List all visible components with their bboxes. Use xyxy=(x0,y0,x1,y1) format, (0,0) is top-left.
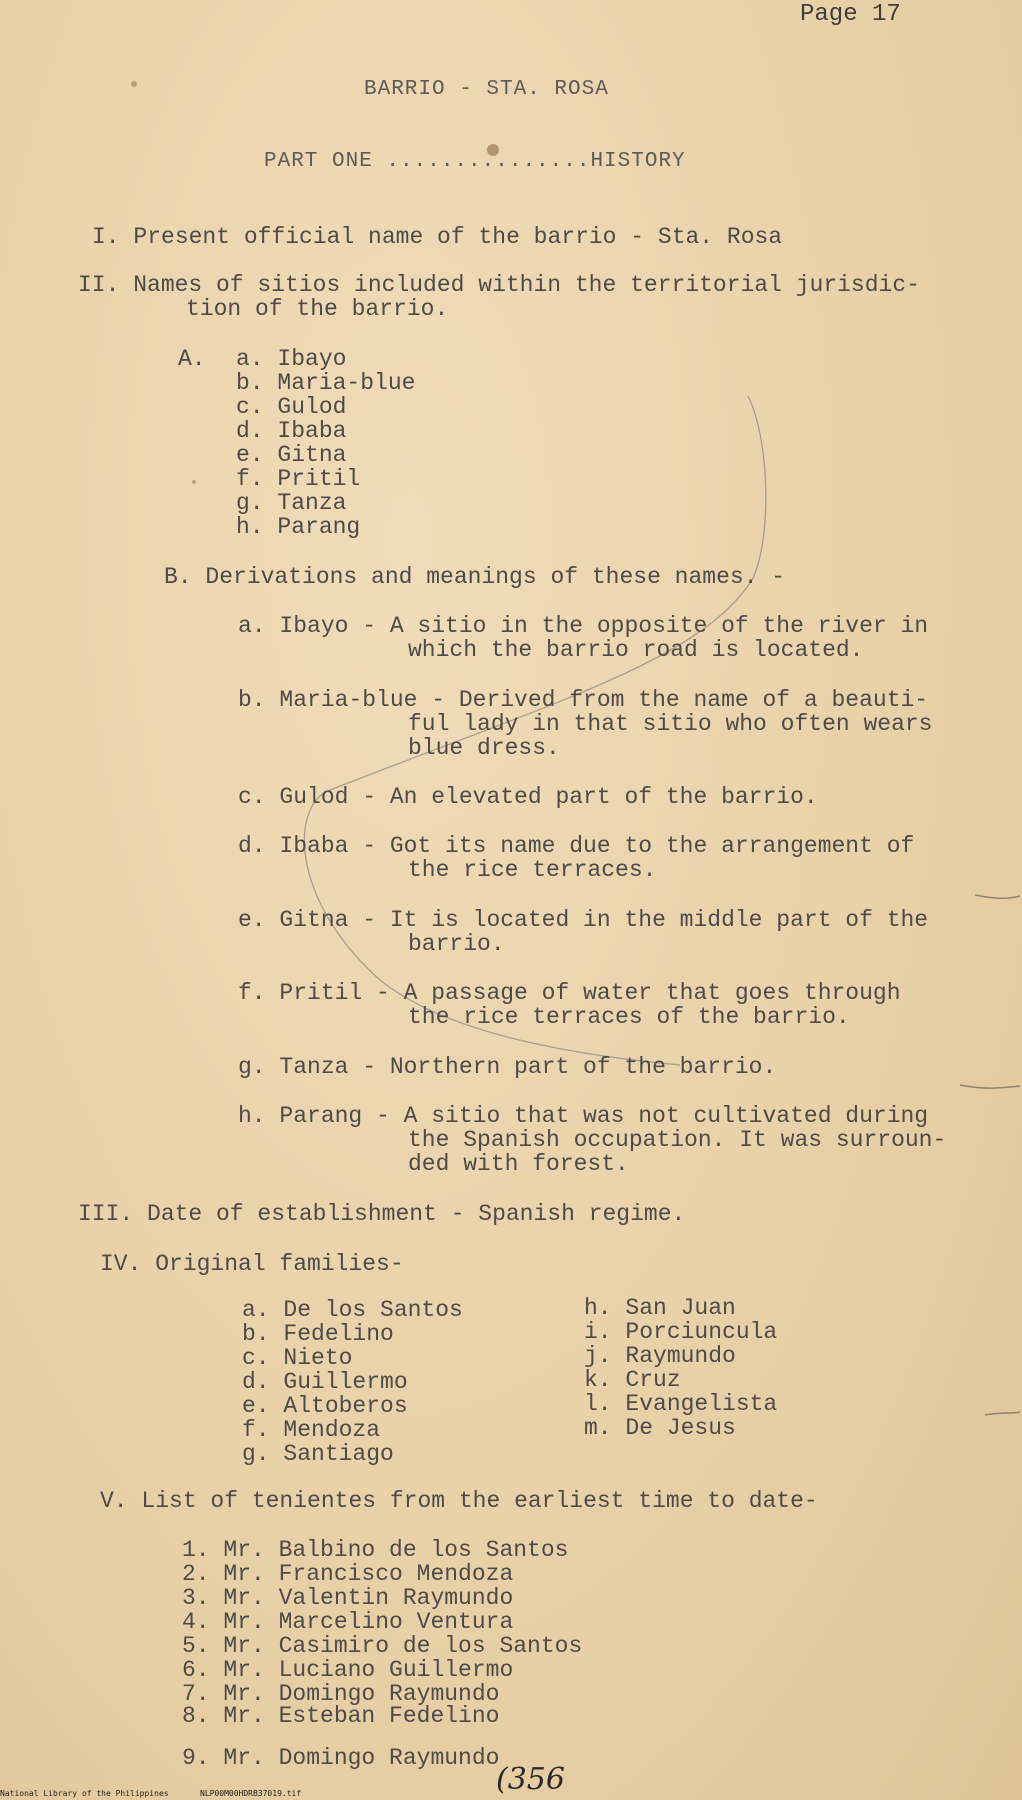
sitio-item: c. Gulod xyxy=(236,394,347,420)
family-item: b. Fedelino xyxy=(242,1321,394,1347)
teniente-item: 2. Mr. Francisco Mendoza xyxy=(182,1561,514,1587)
derivation-pritil-cont: the rice terraces of the barrio. xyxy=(408,1004,850,1030)
sitio-item: f. Pritil xyxy=(236,466,361,492)
derivation-maria-blue-cont: blue dress. xyxy=(408,735,560,761)
footer-filename: NLP00M00HDRB37019.tif xyxy=(200,1789,302,1798)
teniente-item: 8. Mr. Esteban Fedelino xyxy=(182,1703,500,1729)
derivation-parang: h. Parang - A sitio that was not cultivated during xyxy=(238,1103,929,1129)
derivation-pritil: f. Pritil - A passage of water that goes through xyxy=(238,980,901,1006)
derivation-ibaba-cont: the rice terraces. xyxy=(408,857,657,883)
derivation-tanza: g. Tanza - Northern part of the barrio. xyxy=(238,1054,777,1080)
teniente-item: 7. Mr. Domingo Raymundo xyxy=(182,1681,500,1707)
family-item: h. San Juan xyxy=(584,1295,736,1321)
family-item: f. Mendoza xyxy=(242,1417,381,1443)
teniente-item: 9. Mr. Domingo Raymundo xyxy=(182,1745,500,1771)
derivation-parang-cont: the Spanish occupation. It was surroun- xyxy=(408,1127,947,1153)
section-2-line-2: tion of the barrio. xyxy=(186,296,449,322)
section-4-heading: IV. Original families- xyxy=(100,1251,404,1277)
section-5-heading: V. List of tenientes from the earliest time to date- xyxy=(100,1488,818,1514)
sitio-item: h. Parang xyxy=(236,514,361,540)
teniente-item: 1. Mr. Balbino de los Santos xyxy=(182,1537,569,1563)
derivation-ibayo-cont: which the barrio road is located. xyxy=(408,637,864,663)
section-1: I. Present official name of the barrio - Sta. Rosa xyxy=(92,224,783,250)
derivation-ibayo: a. Ibayo - A sitio in the opposite of the river in xyxy=(238,613,929,639)
sub-a-label: A. xyxy=(178,346,206,372)
family-item: j. Raymundo xyxy=(584,1343,736,1369)
teniente-item: 3. Mr. Valentin Raymundo xyxy=(182,1585,514,1611)
sub-b-heading: B. Derivations and meanings of these names. - xyxy=(164,564,786,590)
family-item: a. De los Santos xyxy=(242,1297,463,1323)
part-heading: PART ONE ...............HISTORY xyxy=(264,150,686,173)
footer-library: National Library of the Philippines xyxy=(0,1789,169,1798)
sitio-item: g. Tanza xyxy=(236,490,347,516)
family-item: c. Nieto xyxy=(242,1345,353,1371)
derivation-maria-blue: b. Maria-blue - Derived from the name of a beauti- xyxy=(238,687,929,713)
derivation-ibaba: d. Ibaba - Got its name due to the arrangement of xyxy=(238,833,915,859)
teniente-item: 6. Mr. Luciano Guillermo xyxy=(182,1657,514,1683)
sitio-item: e. Gitna xyxy=(236,442,347,468)
family-item: e. Altoberos xyxy=(242,1393,408,1419)
family-item: k. Cruz xyxy=(584,1367,681,1393)
page-number: Page 17 xyxy=(800,1,901,28)
section-3: III. Date of establishment - Spanish regime. xyxy=(78,1201,686,1227)
family-item: d. Guillermo xyxy=(242,1369,408,1395)
derivation-gulod: c. Gulod - An elevated part of the barrio. xyxy=(238,784,818,810)
sitio-item: d. Ibaba xyxy=(236,418,347,444)
family-item: m. De Jesus xyxy=(584,1415,736,1441)
teniente-item: 5. Mr. Casimiro de los Santos xyxy=(182,1633,583,1659)
section-2-line-1: II. Names of sitios included within the territorial jurisdic- xyxy=(78,272,920,298)
document-title: BARRIO - STA. ROSA xyxy=(364,78,609,101)
derivation-gitna: e. Gitna - It is located in the middle part of the xyxy=(238,907,929,933)
handwritten-page-number: (356 xyxy=(496,1762,565,1797)
derivation-maria-blue-cont: ful lady in that sitio who often wears xyxy=(408,711,933,737)
sitio-item: b. Maria-blue xyxy=(236,370,416,396)
family-item: i. Porciuncula xyxy=(584,1319,778,1345)
derivation-parang-cont: ded with forest. xyxy=(408,1151,629,1177)
derivation-gitna-cont: barrio. xyxy=(408,931,505,957)
family-item: l. Evangelista xyxy=(584,1391,778,1417)
family-item: g. Santiago xyxy=(242,1441,394,1467)
teniente-item: 4. Mr. Marcelino Ventura xyxy=(182,1609,514,1635)
sitio-item: a. Ibayo xyxy=(236,346,347,372)
